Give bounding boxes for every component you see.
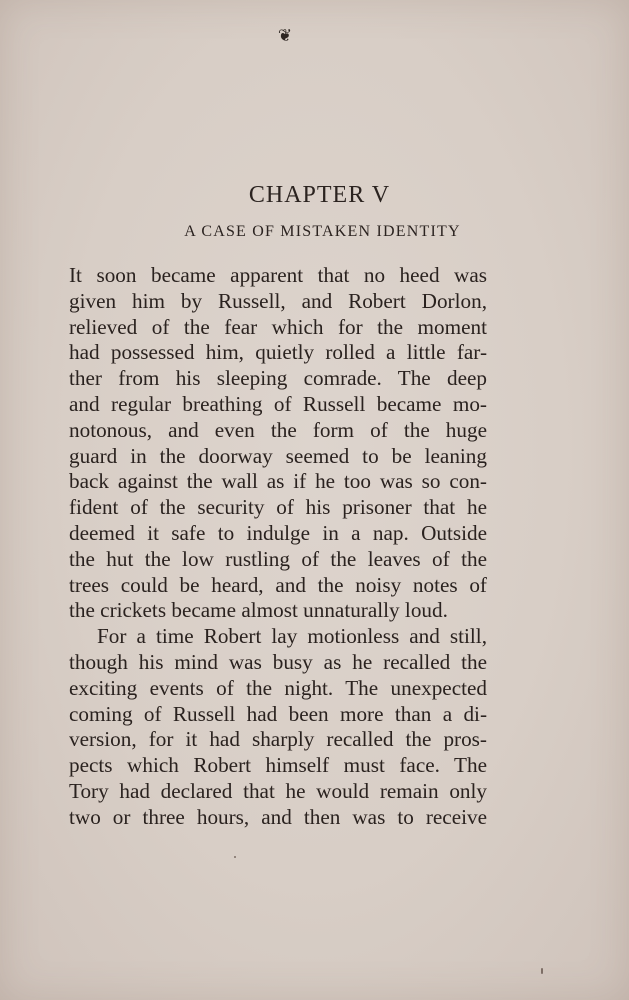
- text-line: It soon became apparent that no heed was: [69, 263, 487, 287]
- paper-speck: [541, 968, 543, 974]
- text-line: guard in the doorway seemed to be leaning: [69, 443, 487, 468]
- text-line: the crickets became almost unnaturally loud.: [69, 598, 448, 623]
- paragraph-1: [69, 263, 487, 624]
- text-line: Tory had declared that he would remain only: [69, 778, 487, 803]
- text-line: two or three hours, and then was to receive: [69, 804, 487, 829]
- text-line: pects which Robert himself must face. The: [69, 753, 487, 778]
- text-line: For a time Robert lay motionless and still,: [97, 624, 487, 649]
- text-line: coming of Russell had been more than a di-: [69, 701, 487, 726]
- text-line: relieved of the fear which for the moment: [69, 314, 487, 339]
- text-line: back against the wall as if he too was so con-: [69, 469, 487, 494]
- paper-speck: [234, 856, 236, 858]
- text-line: version, for it had sharply recalled the pros-: [69, 727, 487, 752]
- text-line: ther from his sleeping comrade. The deep: [69, 366, 487, 391]
- text-line: though his mind was busy as he recalled the: [69, 649, 487, 674]
- text-line: trees could be heard, and the noisy notes of: [69, 572, 487, 597]
- text-line: fident of the security of his prisoner that he: [69, 495, 487, 520]
- ornament-glyph: ❦: [277, 26, 293, 46]
- text-line: given him by Russell, and Robert Dorlon,: [69, 288, 487, 313]
- chapter-subtitle: A CASE OF MISTAKEN IDENTITY: [184, 223, 461, 240]
- text-line: the hut the low rustling of the leaves of the: [69, 546, 487, 571]
- text-line: notonous, and even the form of the huge: [69, 417, 487, 442]
- chapter-title: CHAPTER V: [248, 182, 391, 208]
- paragraph-2: [69, 624, 487, 830]
- text-line: deemed it safe to indulge in a nap. Outside: [69, 520, 487, 545]
- body-text: [69, 263, 487, 831]
- text-line: and regular breathing of Russell became mo-: [69, 391, 487, 416]
- text-line: exciting events of the night. The unexpected: [69, 675, 487, 700]
- text-line: had possessed him, quietly rolled a little far-: [69, 340, 487, 365]
